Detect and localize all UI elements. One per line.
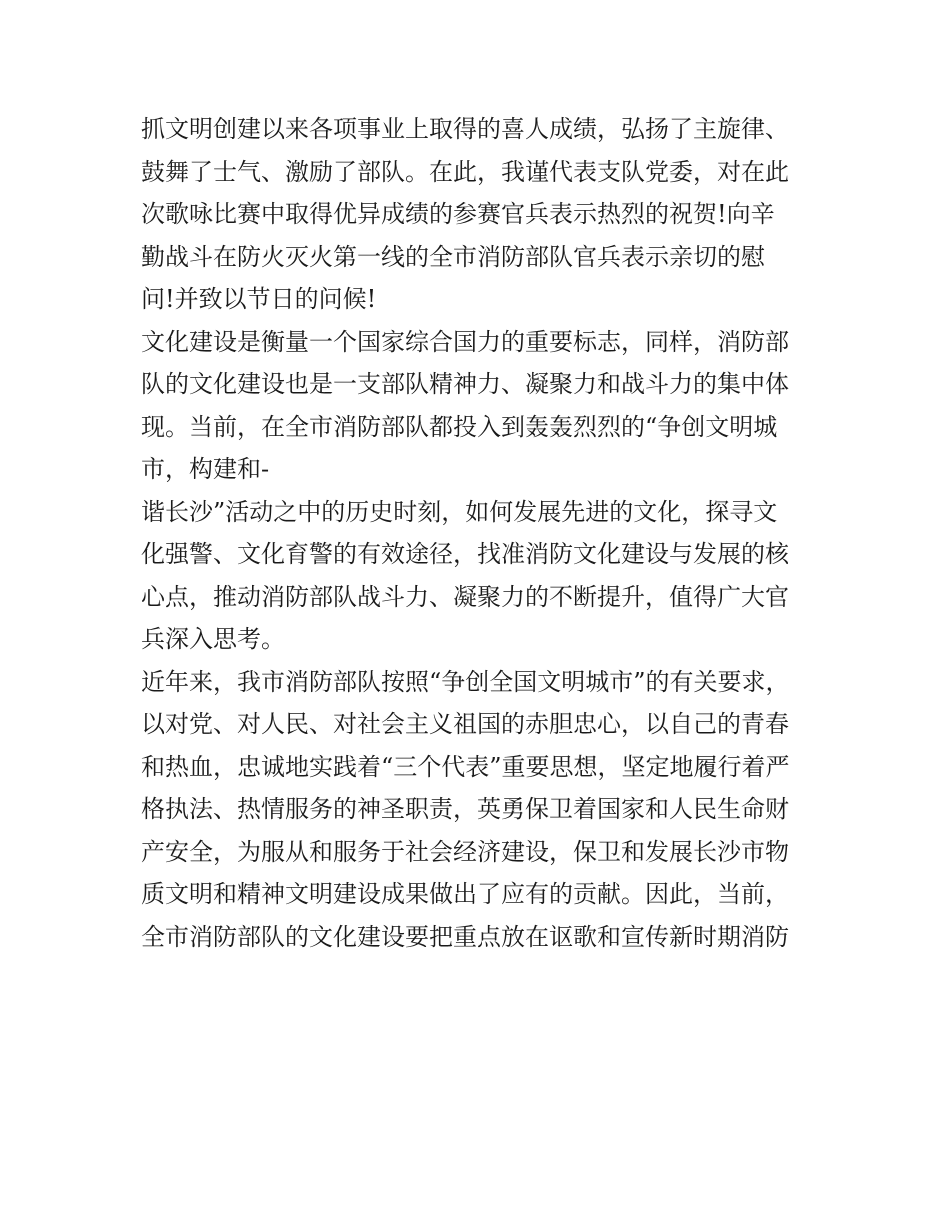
text-line: 心点，推动消防部队战斗力、凝聚力的不断提升，值得广大官 xyxy=(141,582,789,611)
text-line: 格执法、热情服务的神圣职责，英勇保卫着国家和人民生命财 xyxy=(141,795,789,823)
text-line: 队的文化建设也是一支部队精神力、凝聚力和战斗力的集中体 xyxy=(141,370,789,398)
text-line: 鼓舞了士气、激励了部队。在此，我谨代表支队党委，对在此 xyxy=(141,157,789,186)
text-line: 问!并致以节日的问候! xyxy=(141,285,377,313)
text-line: 兵深入思考。 xyxy=(141,625,285,653)
text-line: 市，构建和- xyxy=(141,455,270,483)
text-line: 化强警、文化育警的有效途径，找准消防文化建设与发展的核 xyxy=(141,540,789,568)
text-line: 次歌咏比赛中取得优异成绩的参赛官兵表示热烈的祝贺!向辛 xyxy=(141,200,775,228)
text-line: 勤战斗在防火灭火第一线的全市消防部队官兵表示亲切的慰 xyxy=(141,242,765,271)
text-line: 现。当前，在全市消防部队都投入到轰轰烈烈的“争创文明城 xyxy=(141,412,778,441)
text-line: 产安全，为服从和服务于社会经济建设，保卫和发展长沙市物 xyxy=(141,837,789,866)
text-line: 抓文明创建以来各项事业上取得的喜人成绩，弘扬了主旋律、 xyxy=(141,115,789,143)
text-line: 质文明和精神文明建设成果做出了应有的贡献。因此，当前， xyxy=(141,880,789,908)
text-line: 文化建设是衡量一个国家综合国力的重要标志，同样，消防部 xyxy=(141,327,789,356)
text-line: 谐长沙”活动之中的历史时刻，如何发展先进的文化，探寻文 xyxy=(141,497,778,526)
text-line: 全市消防部队的文化建设要把重点放在讴歌和宣传新时期消防 xyxy=(141,922,789,951)
document-body xyxy=(141,108,821,958)
text-line: 以对党、对人民、对社会主义祖国的赤胆忠心，以自己的青春 xyxy=(141,710,789,738)
text-line: 和热血，忠诚地实践着“三个代表”重要思想，坚定地履行着严 xyxy=(141,752,790,781)
text-line: 近年来，我市消防部队按照“争创全国文明城市”的有关要求， xyxy=(141,667,790,696)
